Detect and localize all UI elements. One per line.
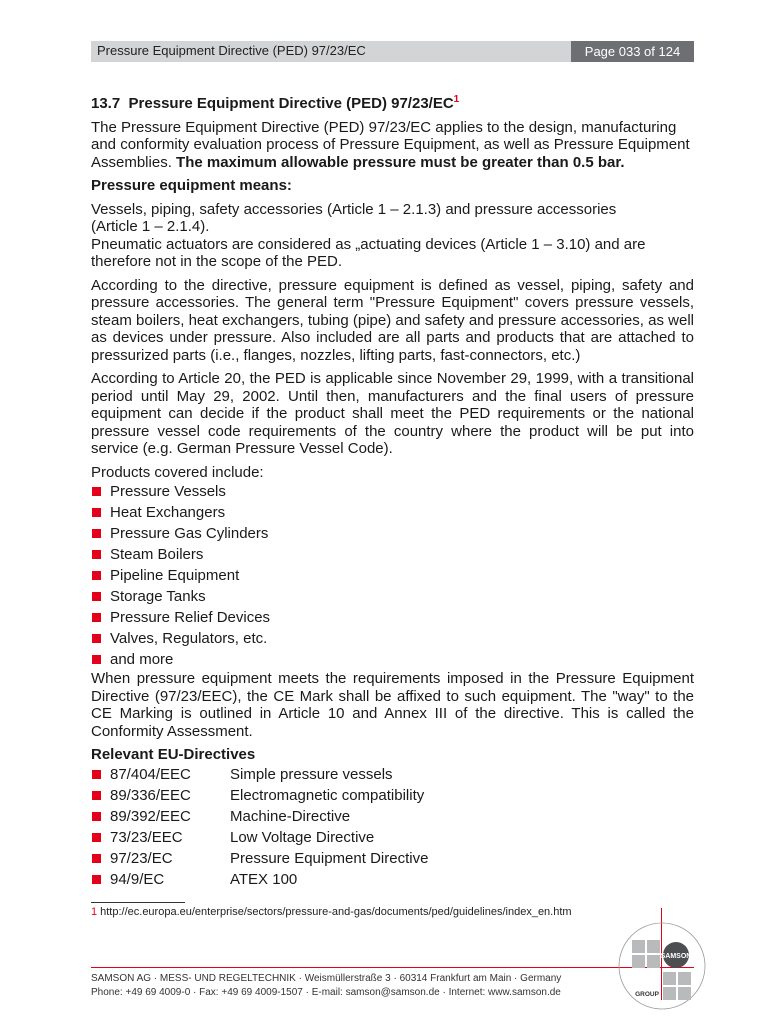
footnote-separator	[91, 902, 185, 903]
logo-group-text: GROUP	[635, 991, 659, 998]
bullet-square-icon	[92, 875, 101, 884]
page-number: Page 033 of 124	[571, 41, 694, 62]
list-item: Pipeline Equipment	[91, 565, 694, 586]
directives-list	[91, 764, 694, 890]
directive-item	[91, 785, 694, 806]
means-heading: Pressure equipment means:	[91, 177, 292, 194]
list-item: Steam Boilers	[91, 544, 694, 565]
directive-item	[91, 806, 694, 827]
bullet-square-icon	[92, 613, 101, 622]
list-item: Pressure Gas Cylinders	[91, 523, 694, 544]
bullet-square-icon	[92, 487, 101, 496]
bullet-square-icon	[92, 833, 101, 842]
samson-group-logo	[618, 922, 708, 1012]
bullet-square-icon	[92, 854, 101, 863]
directive-name: Low Voltage Directive	[230, 828, 375, 846]
bullet-square-icon	[92, 571, 101, 580]
bullet-square-icon	[92, 508, 101, 517]
bullet-square-icon	[92, 812, 101, 821]
intro-bold-text: The maximum allowable pressure must be greater than 0.5 bar.	[176, 153, 625, 171]
directive-name: Machine-Directive	[230, 807, 351, 825]
list-item: Valves, Regulators, etc.	[91, 628, 694, 649]
directive-name: Pressure Equipment Directive	[230, 849, 429, 867]
list-item: Pressure Relief Devices	[91, 607, 694, 628]
footnote	[91, 906, 572, 918]
section-number: 13.7	[91, 95, 121, 112]
applicability-paragraph: According to Article 20, the PED is applicable since November 29, 1999, with a transitional period until May 29, 2002. Until then, manufacturers and the final users of pressure equipment can decide if the product shall meet the PED requirements or the national pressure vessel code requirements of the country where the product will be put into service (e.g. German Pressure Vessel Code).	[91, 370, 694, 457]
products-intro: Products covered include:	[91, 463, 264, 481]
bullet-square-icon	[92, 770, 101, 779]
bullet-square-icon	[92, 634, 101, 643]
list-item: Storage Tanks	[91, 586, 694, 607]
footnote-number: 1	[91, 906, 98, 918]
footnote-reference[interactable]: 1	[453, 94, 460, 105]
directive-item	[91, 869, 694, 890]
definition-paragraph: According to the directive, pressure equipment is defined as vessel, piping, safety and pressure accessories. The general term "Pressure Equipment" covers pressure vessels, steam boilers, heat exchangers, tubing (pipe) and safety and pressure accessories, as well as devices under pressure. Also included are all parts and products that are attached to pressurized parts (i.e., flanges, nozzles, lifting parts, fast-connectors, etc.)	[91, 276, 694, 364]
footer	[91, 972, 561, 1000]
directive-item	[91, 848, 694, 869]
intro-paragraph	[91, 119, 694, 172]
means-line-2: Pneumatic actuators are considered as „actuating devices (Article 1 – 3.10) and are therefore not in the scope of the PED.	[91, 235, 646, 270]
directive-code: 87/404/EEC	[110, 765, 191, 783]
directive-item	[91, 764, 694, 785]
bullet-square-icon	[92, 529, 101, 538]
footer-contact: Phone: +49 69 4009-0 · Fax: +49 69 4009-1507 · E-mail: samson@samson.de · Internet: www.samson.de	[91, 987, 561, 998]
document-body	[91, 95, 694, 890]
directive-code: 73/23/EEC	[110, 828, 183, 846]
bullet-square-icon	[92, 550, 101, 559]
bullet-square-icon	[92, 791, 101, 800]
directive-code: 89/392/EEC	[110, 807, 191, 825]
ce-mark-paragraph: When pressure equipment meets the requirements imposed in the Pressure Equipment Directive (97/23/EEC), the CE Mark shall be affixed to such equipment. The "way" to the CE Marking is outlined in Article 10 and Annex III of the directive. This is called the Conformity Assessment.	[91, 670, 694, 740]
means-line-1: Vessels, piping, safety accessories (Article 1 – 2.1.3) and pressure accessories (Article 1 – 2.1.4).	[91, 200, 617, 235]
page-header	[91, 41, 694, 62]
footer-rule	[91, 967, 694, 968]
directive-code: 97/23/EC	[110, 849, 173, 867]
directive-code: 94/9/EC	[110, 870, 165, 888]
directive-code: 89/336/EEC	[110, 786, 191, 804]
directive-name: Simple pressure vessels	[230, 765, 393, 783]
directives-heading: Relevant EU-Directives	[91, 746, 256, 763]
directive-item	[91, 827, 694, 848]
directive-name: Electromagnetic compatibility	[230, 786, 425, 804]
footnote-link[interactable]: http://ec.europa.eu/enterprise/sectors/pressure-and-gas/documents/ped/guidelines/index_en.htm	[100, 906, 572, 918]
bullet-square-icon	[92, 655, 101, 664]
logo-brand-text: SAMSON	[660, 953, 692, 960]
section-heading	[91, 95, 694, 113]
footer-address: SAMSON AG · MESS- UND REGELTECHNIK · Weismüllerstraße 3 · 60314 Frankfurt am Main · Germany	[91, 973, 562, 984]
products-list	[91, 481, 694, 670]
section-title: Pressure Equipment Directive (PED) 97/23/EC	[128, 95, 454, 112]
directive-name: ATEX 100	[230, 870, 298, 888]
bullet-square-icon	[92, 592, 101, 601]
header-title: Pressure Equipment Directive (PED) 97/23/EC	[97, 43, 366, 58]
list-item: Heat Exchangers	[91, 502, 694, 523]
list-item: Pressure Vessels	[91, 481, 694, 502]
intro-text: The Pressure Equipment Directive (PED) 97/23/EC applies to the design, manufacturing and conformity evaluation process of Pressure Equipment, as well as Pressure Equipment Assemblies.	[91, 118, 690, 171]
list-item: and more	[91, 649, 694, 670]
